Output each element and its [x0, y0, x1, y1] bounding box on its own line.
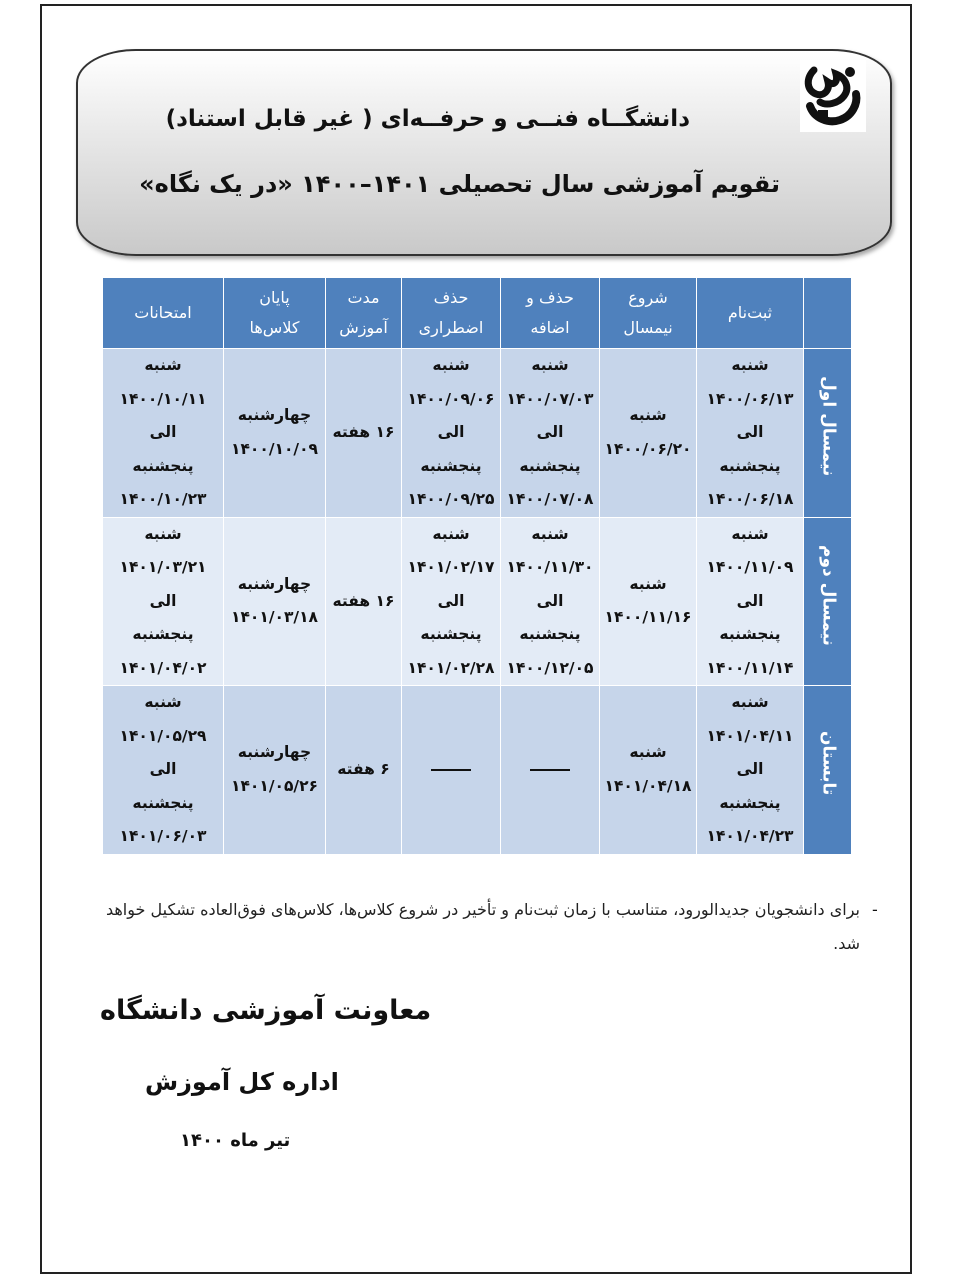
- header-banner: [76, 49, 892, 256]
- cell-classes-end: چهارشنبه ۱۴۰۱/۰۳/۱۸: [224, 517, 326, 686]
- university-name: دانشگــاه فنــی و حرفــه‌ای ( غیر قابل استناد): [165, 106, 690, 132]
- university-logo-icon: [800, 60, 866, 132]
- column-header-exams: امتحانات: [103, 278, 224, 349]
- cell-registration: شنبه ۱۴۰۰/۰۶/۱۳ الی پنجشنبه ۱۴۰۰/۰۶/۱۸: [697, 349, 804, 518]
- cell-add-drop: شنبه ۱۴۰۰/۱۱/۳۰ الی پنجشنبه ۱۴۰۰/۱۲/۰۵: [501, 517, 600, 686]
- cell-registration: شنبه ۱۴۰۱/۰۴/۱۱ الی پنجشنبه ۱۴۰۱/۰۴/۲۳: [697, 686, 804, 855]
- column-header-semester-start: شروع نیمسال: [600, 278, 697, 349]
- calendar-title: تقویم آموزشی سال تحصیلی ۱۴۰۱–۱۴۰۰ «در یک نگاه»: [139, 170, 780, 198]
- empty-dash: [431, 769, 471, 771]
- column-header-registration: ثبت‌نام: [697, 278, 804, 349]
- cell-classes-end: چهارشنبه ۱۴۰۱/۰۵/۲۶: [224, 686, 326, 855]
- cell-emergency-drop-empty: [402, 686, 501, 855]
- row-label-first-semester: نیمسال اول: [804, 349, 852, 518]
- cell-emergency-drop: شنبه ۱۴۰۰/۰۹/۰۶ الی پنجشنبه ۱۴۰۰/۰۹/۲۵: [402, 349, 501, 518]
- signature-department: اداره کل آموزش: [145, 1068, 339, 1096]
- cell-semester-start: شنبه ۱۴۰۰/۱۱/۱۶: [600, 517, 697, 686]
- cell-duration: ۱۶ هفته: [326, 517, 402, 686]
- note-bullet: -: [872, 900, 878, 919]
- cell-registration: شنبه ۱۴۰۰/۱۱/۰۹ الی پنجشنبه ۱۴۰۰/۱۱/۱۴: [697, 517, 804, 686]
- row-label-second-semester: نیمسال دوم: [804, 517, 852, 686]
- signature-date: تیر ماه ۱۴۰۰: [180, 1130, 291, 1151]
- cell-exams: شنبه ۱۴۰۱/۰۵/۲۹ الی پنجشنبه ۱۴۰۱/۰۶/۰۳: [103, 686, 224, 855]
- academic-calendar-table: [102, 277, 852, 855]
- cell-classes-end: چهارشنبه ۱۴۰۰/۱۰/۰۹: [224, 349, 326, 518]
- column-header-duration: مدت آموزش: [326, 278, 402, 349]
- note-text: برای دانشجویان جدیدالورود، متناسب با زمان ثبت‌نام و تأخیر در شروع کلاس‌ها، کلاس‌های فوق‌العاده تشکیل خواهد شد.: [105, 900, 860, 953]
- cell-exams: شنبه ۱۴۰۱/۰۳/۲۱ الی پنجشنبه ۱۴۰۱/۰۴/۰۲: [103, 517, 224, 686]
- column-header-add-drop: حذف و اضافه: [501, 278, 600, 349]
- column-header-classes-end: پایان کلاس‌ها: [224, 278, 326, 349]
- row-label-summer: تابستان: [804, 686, 852, 855]
- cell-exams: شنبه ۱۴۰۰/۱۰/۱۱ الی پنجشنبه ۱۴۰۰/۱۰/۲۳: [103, 349, 224, 518]
- column-header-emergency-drop: حذف اضطراری: [402, 278, 501, 349]
- table-header-row: [103, 278, 852, 349]
- cell-semester-start: شنبه ۱۴۰۰/۰۶/۲۰: [600, 349, 697, 518]
- cell-emergency-drop: شنبه ۱۴۰۱/۰۲/۱۷ الی پنجشنبه ۱۴۰۱/۰۲/۲۸: [402, 517, 501, 686]
- cell-add-drop-empty: [501, 686, 600, 855]
- table-row: [103, 349, 852, 518]
- table-row: [103, 686, 852, 855]
- table-row: [103, 517, 852, 686]
- signature-office: معاونت آموزشی دانشگاه: [100, 995, 432, 1026]
- cell-duration: ۶ هفته: [326, 686, 402, 855]
- corner-cell: [804, 278, 852, 349]
- cell-add-drop: شنبه ۱۴۰۰/۰۷/۰۳ الی پنجشنبه ۱۴۰۰/۰۷/۰۸: [501, 349, 600, 518]
- empty-dash: [530, 769, 570, 771]
- cell-duration: ۱۶ هفته: [326, 349, 402, 518]
- cell-semester-start: شنبه ۱۴۰۱/۰۴/۱۸: [600, 686, 697, 855]
